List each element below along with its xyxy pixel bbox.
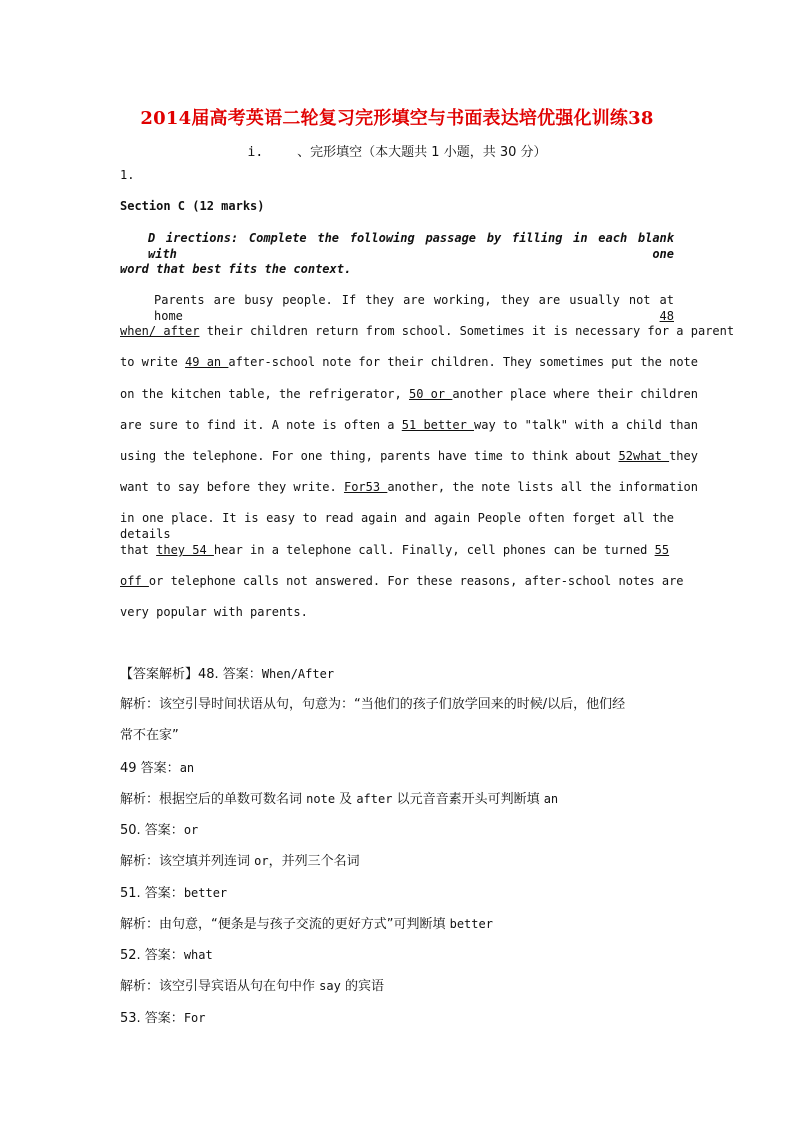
passage-text: their children return from school. Sometimes it is necessary for a parent (199, 324, 735, 338)
passage-text: are sure to find it. A note is often a (120, 418, 402, 432)
explanation-text: 解析：根据空后的单数可数名词 (120, 792, 307, 807)
blank-50: 50 or (408, 387, 453, 401)
passage-line-11: very popular with parents. (120, 605, 308, 619)
section-number: i. (247, 145, 264, 160)
passage-line-9 (120, 542, 674, 558)
question-number: 1. (120, 168, 135, 182)
passage-text: that (120, 543, 157, 557)
passage-line-7 (120, 479, 698, 495)
passage-line-1 (154, 292, 674, 324)
passage-text: to write (120, 355, 186, 369)
explanation-word: or (254, 854, 269, 868)
passage-text: on the kitchen table, the refrigerator, (120, 387, 409, 401)
explanation-text: 的宾语 (340, 979, 384, 994)
explanation-48-line-1: 解析：该空引导时间状语从句，句意为：“当他们的孩子们放学回来的时候/以后，他们经 (120, 697, 626, 712)
answer-label: 【答案解析】48. 答案： (120, 667, 262, 682)
explanation-51 (120, 915, 680, 934)
explanation-text: 及 (335, 792, 357, 807)
passage-line-3 (120, 354, 698, 370)
explanation-word: say (319, 979, 341, 993)
passage-text: they (669, 449, 698, 463)
explanation-text: 以元音音素开头可判断填 (392, 792, 544, 807)
blank-48-answer: when/ after (120, 324, 200, 338)
explanation-text: ，并列三个名词 (268, 854, 360, 869)
blank-53: For53 (343, 480, 388, 494)
passage-text: want to say before they write. (120, 480, 344, 494)
passage-text: or telephone calls not answered. For these reasons, after-school notes are (148, 574, 684, 588)
explanation-48-line-2: 常不在家” (120, 728, 179, 743)
answer-value: an (179, 761, 195, 775)
passage-line-4 (120, 386, 698, 402)
explanation-word: after (356, 792, 393, 806)
passage-line-8: in one place. It is easy to read again and again People often forget all the details (120, 511, 674, 541)
passage-text: Parents are busy people. If they are working, they are usually not at home (154, 293, 674, 323)
answer-value: better (183, 886, 228, 900)
answer-50 (120, 821, 680, 840)
explanation-text: 解析：由句意，“便条是与孩子交流的更好方式”可判断填 (120, 917, 450, 932)
passage-text: another, the note lists all the information (387, 480, 698, 494)
answer-49 (120, 759, 680, 778)
page-title: 2014届高考英语二轮复习完形填空与书面表达培优强化训练38 (140, 108, 654, 129)
answer-53 (120, 1009, 680, 1028)
blank-49: 49 an (185, 355, 229, 369)
answer-value: or (183, 823, 199, 837)
passage-text: after-school note for their children. They sometimes put the note (228, 355, 698, 369)
answer-48 (120, 665, 680, 684)
answer-label: 53. 答案： (120, 1011, 184, 1026)
answer-51 (120, 884, 680, 903)
blank-51: 51 better (401, 418, 475, 432)
explanation-49 (120, 790, 680, 809)
passage-line-6 (120, 448, 698, 464)
blank-55: 55 (654, 543, 670, 557)
answer-label: 49 答案： (120, 761, 180, 776)
explanation-52 (120, 977, 680, 996)
explanation-word: note (306, 792, 336, 806)
directions-line-2: word that best fits the context. (120, 262, 352, 276)
section-heading (0, 141, 794, 160)
explanation-word: an (543, 792, 559, 806)
blank-48: 48 (659, 309, 674, 323)
passage-line-2 (120, 323, 735, 339)
answer-label: 50. 答案： (120, 823, 184, 838)
blank-55-answer: off (120, 574, 149, 588)
passage-line-10 (120, 573, 684, 589)
blank-54: they 54 (156, 543, 214, 557)
explanation-50 (120, 852, 680, 871)
explanation-word: better (449, 917, 493, 931)
section-label: 、完形填空（本大题共 1 小题，共 30 分） (297, 145, 547, 160)
answer-label: 52. 答案： (120, 948, 184, 963)
passage-text: way to "talk" with a child than (474, 418, 698, 432)
explanation-text: 解析：该空填并列连词 (120, 854, 255, 869)
passage-text: another place where their children (452, 387, 698, 401)
answer-label: 51. 答案： (120, 886, 184, 901)
passage-text: using the telephone. For one thing, parents have time to think about (120, 449, 619, 463)
passage-text: hear in a telephone call. Finally, cell phones can be turned (213, 543, 655, 557)
answer-value: When/After (261, 667, 335, 681)
passage-line-5 (120, 417, 698, 433)
answer-value: For (183, 1011, 206, 1025)
explanation-text: 解析：该空引导宾语从句在句中作 (120, 979, 320, 994)
directions-line-1: D irections: Complete the following passage by filling in each blank with one (148, 231, 674, 261)
section-c-heading: Section C (12 marks) (120, 199, 265, 213)
answer-value: what (183, 948, 213, 962)
blank-52: 52what (618, 449, 670, 463)
answer-52 (120, 946, 680, 965)
